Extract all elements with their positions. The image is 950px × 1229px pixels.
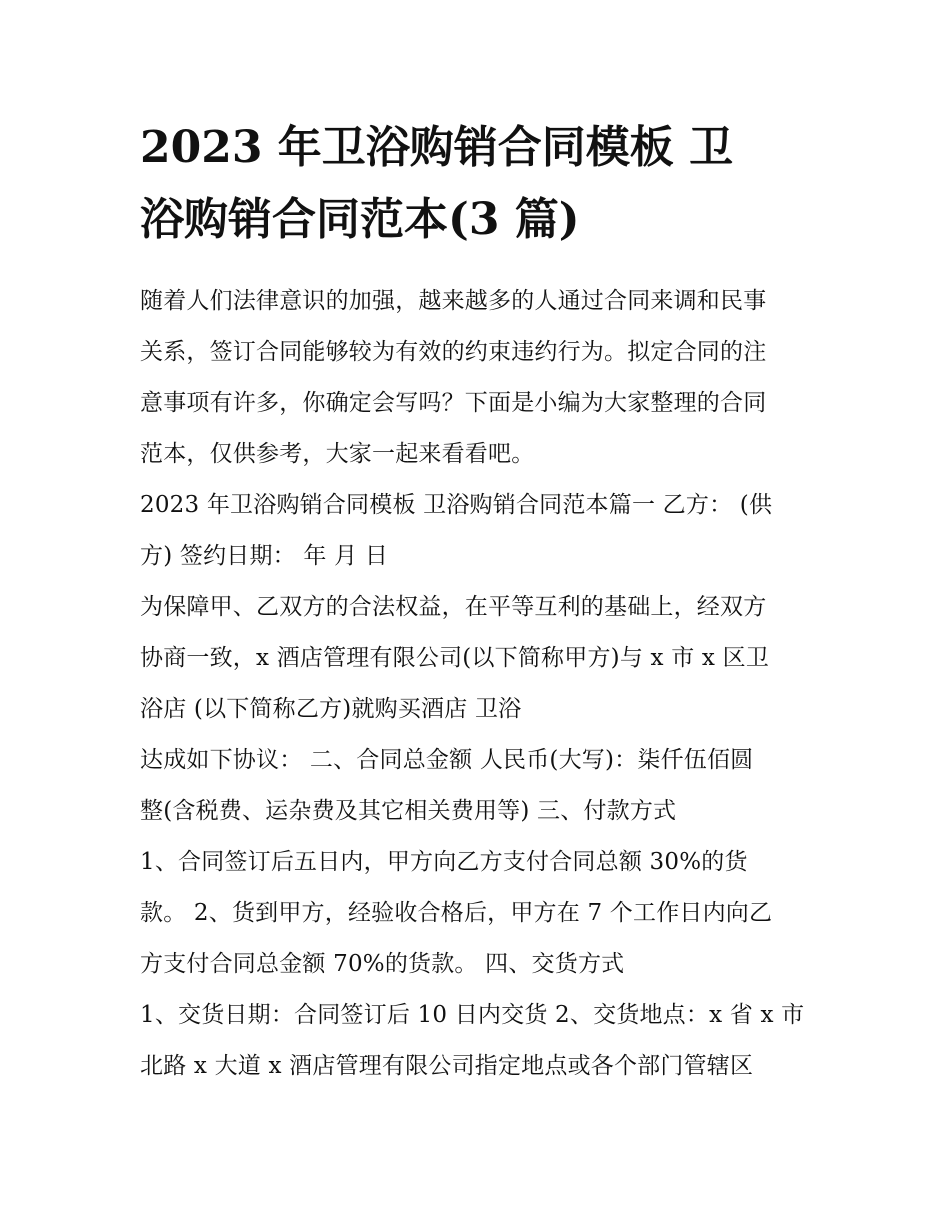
body-text-line: 2023 年卫浴购销合同模板 卫浴购销合同范本篇一 乙方： (供: [140, 492, 773, 518]
body-text-line: 1、交货日期：合同签订后 10 日内交货 2、交货地点：x 省 x 市: [140, 1002, 805, 1028]
body-text-line: 方) 签约日期： 年 月 日: [140, 543, 389, 569]
body-text-line: 浴店 (以下简称乙方)就购买酒店 卫浴: [140, 696, 522, 722]
body-text-line: 整(含税费、运杂费及其它相关费用等) 三、付款方式: [140, 798, 677, 824]
title-line: 2023 年卫浴购销合同模板 卫: [140, 122, 734, 173]
body-text-line: 方支付合同总金额 70%的货款。 四、交货方式: [140, 951, 625, 977]
document-page: [140, 112, 820, 1092]
document-body: [140, 276, 820, 1092]
body-text-line: 关系，签订合同能够较为有效的约束违约行为。拟定合同的注: [140, 339, 767, 365]
body-text-line: 协商一致，x 酒店管理有限公司(以下简称甲方)与 x 市 x 区卫: [140, 645, 770, 671]
body-text-line: 达成如下协议： 二、合同总金额 人民币(大写)：柒仟伍佰圆: [140, 747, 754, 773]
body-text-line: 款。 2、货到甲方，经验收合格后，甲方在 7 个工作日内向乙: [140, 900, 773, 926]
body-text-line: 范本，仅供参考，大家一起来看看吧。: [140, 441, 535, 467]
body-text-line: 随着人们法律意识的加强，越来越多的人通过合同来调和民事: [140, 288, 767, 314]
body-text-line: 为保障甲、乙双方的合法权益，在平等互利的基础上，经双方: [140, 594, 767, 620]
title-line: 浴购销合同范本(3 篇): [140, 194, 580, 245]
body-text-line: 意事项有许多，你确定会写吗？下面是小编为大家整理的合同: [140, 390, 767, 416]
document-title: [140, 112, 820, 256]
body-text-line: 1、合同签订后五日内，甲方向乙方支付合同总额 30%的货: [140, 849, 748, 875]
body-text-line: 北路 x 大道 x 酒店管理有限公司指定地点或各个部门管辖区: [140, 1053, 754, 1079]
